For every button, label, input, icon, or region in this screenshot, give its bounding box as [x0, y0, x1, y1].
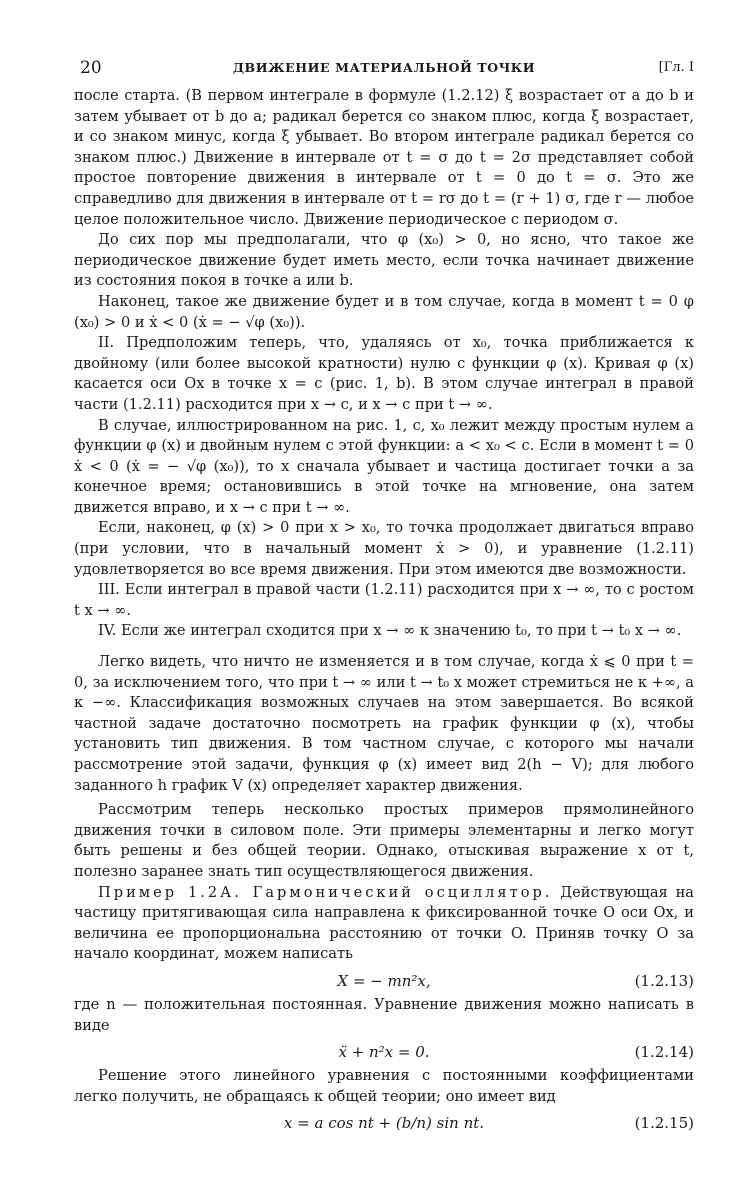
paragraph: Наконец, такое же движение будет и в том случае, когда в момент t = 0 φ (x₀) > 0 и ẋ < 0 (ẋ = − √φ (x₀)).	[74, 292, 694, 331]
equation	[74, 1036, 694, 1066]
page	[74, 56, 694, 1137]
equation-number: (1.2.14)	[634, 1043, 694, 1062]
equation-number: (1.2.15)	[634, 1114, 694, 1133]
example-paragraph	[74, 883, 694, 965]
paragraph: где n — положительная постоянная. Уравнение движения можно написать в виде	[74, 995, 694, 1034]
paragraph: Рассмотрим теперь несколько простых примеров прямолинейного движения точки в силовом поле. Эти примеры элементарны и легко могут быть решены и без общей теории. Однако, отыскивая выражение x от t, полезно заранее знать тип осуществляющегося движения.	[74, 801, 694, 880]
paragraph: после старта. (В первом интеграле в формуле (1.2.12) ξ возрастает от a до b и затем убывает от b до a; радикал берется со знаком плюс, когда ξ возрастает, и со знаком минус, когда ξ убывает. Во втором интеграле радикал берется со знаком плюс.) Движение в интервале от t = σ до t = 2σ представляет собой простое повторение движения в интервале от t = 0 до t = σ. Это же справедливо для движения в интервале от t = rσ до t = (r + 1) σ, где r — любое целое положительное число. Движение периодическое с периодом σ.	[74, 87, 694, 228]
example-title: Пример 1.2А. Гармонический осциллятор.	[98, 883, 553, 901]
equation-formula: X = − mn²x,	[337, 971, 431, 990]
equation	[74, 1107, 694, 1137]
paragraph: Если, наконец, φ (x) > 0 при x > x₀, то точка продолжает двигаться вправо (при условии, что в начальный момент ẋ > 0), и уравнение (1.2.11) удовлетворяется во все время движения. При этом имеются две возможности.	[74, 519, 694, 578]
example-text: Действующая на частицу притягивающая сила направлена к фиксированной точке O оси Ox, и величина ее пропорциональна расстоянию от точки O. Приняв точку O за начало координат, можем написать	[74, 883, 694, 963]
paragraph: II. Предположим теперь, что, удаляясь от x₀, точка приближается к двойному (или более высокой кратности) нулю c функции φ (x). Кривая φ (x) касается оси Ox в точке x = c (рис. 1, b). В этом случае интеграл в правой части (1.2.11) расходится при x → c, и x → c при t → ∞.	[74, 334, 694, 413]
chapter-label: [Гл. I	[658, 60, 694, 75]
equation-number: (1.2.13)	[634, 971, 694, 990]
body-text	[74, 86, 694, 1137]
running-title: ДВИЖЕНИЕ МАТЕРИАЛЬНОЙ ТОЧКИ	[232, 60, 536, 75]
paragraph: IV. Если же интеграл сходится при x → ∞ к значению t₀, то при t → t₀ x → ∞.	[98, 622, 682, 640]
paragraph: В случае, иллюстрированном на рис. 1, c, x₀ лежит между простым нулем a функции φ (x) и двойным нулем c этой функции: a < x₀ < c. Если в момент t = 0 ẋ < 0 (ẋ = − √φ (x₀)), то x сначала убывает и частица достигает точки a за конечное время; остановившись в этой точке на мгновение, она затем движется вправо, и x → c при t → ∞.	[74, 416, 694, 516]
equation-formula: x = a cos nt + (b/n) sin nt.	[283, 1114, 485, 1133]
equation	[74, 965, 694, 995]
paragraph: До сих пор мы предполагали, что φ (x₀) > 0, но ясно, что такое же периодическое движение будет иметь место, если точка начинает движение из состояния покоя в точке a или b.	[74, 231, 694, 290]
page-number: 20	[80, 58, 102, 78]
paragraph: III. Если интеграл в правой части (1.2.11) расходится при x → ∞, то с ростом t x → ∞.	[74, 581, 694, 619]
running-header	[74, 56, 694, 86]
paragraph: Решение этого линейного уравнения с постоянными коэффициентами легко получить, не обращаясь к общей теории; оно имеет вид	[74, 1067, 694, 1105]
paragraph: Легко видеть, что ничто не изменяется и в том случае, когда ẋ ⩽ 0 при t = 0, за исключением того, что при t → ∞ или t → t₀ x может стремиться не к +∞, а к −∞. Классификация возможных случаев на этом завершается. Во всякой частной задаче достаточно посмотреть на график функции φ (x), чтобы установить тип движения. В том частном случае, с которого мы начали рассмотрение этой задачи, функция φ (x) имеет вид 2(h − V); для любого заданного h график V (x) определяет характер движения.	[74, 653, 694, 794]
equation-formula: ẍ + n²x = 0.	[338, 1043, 430, 1062]
